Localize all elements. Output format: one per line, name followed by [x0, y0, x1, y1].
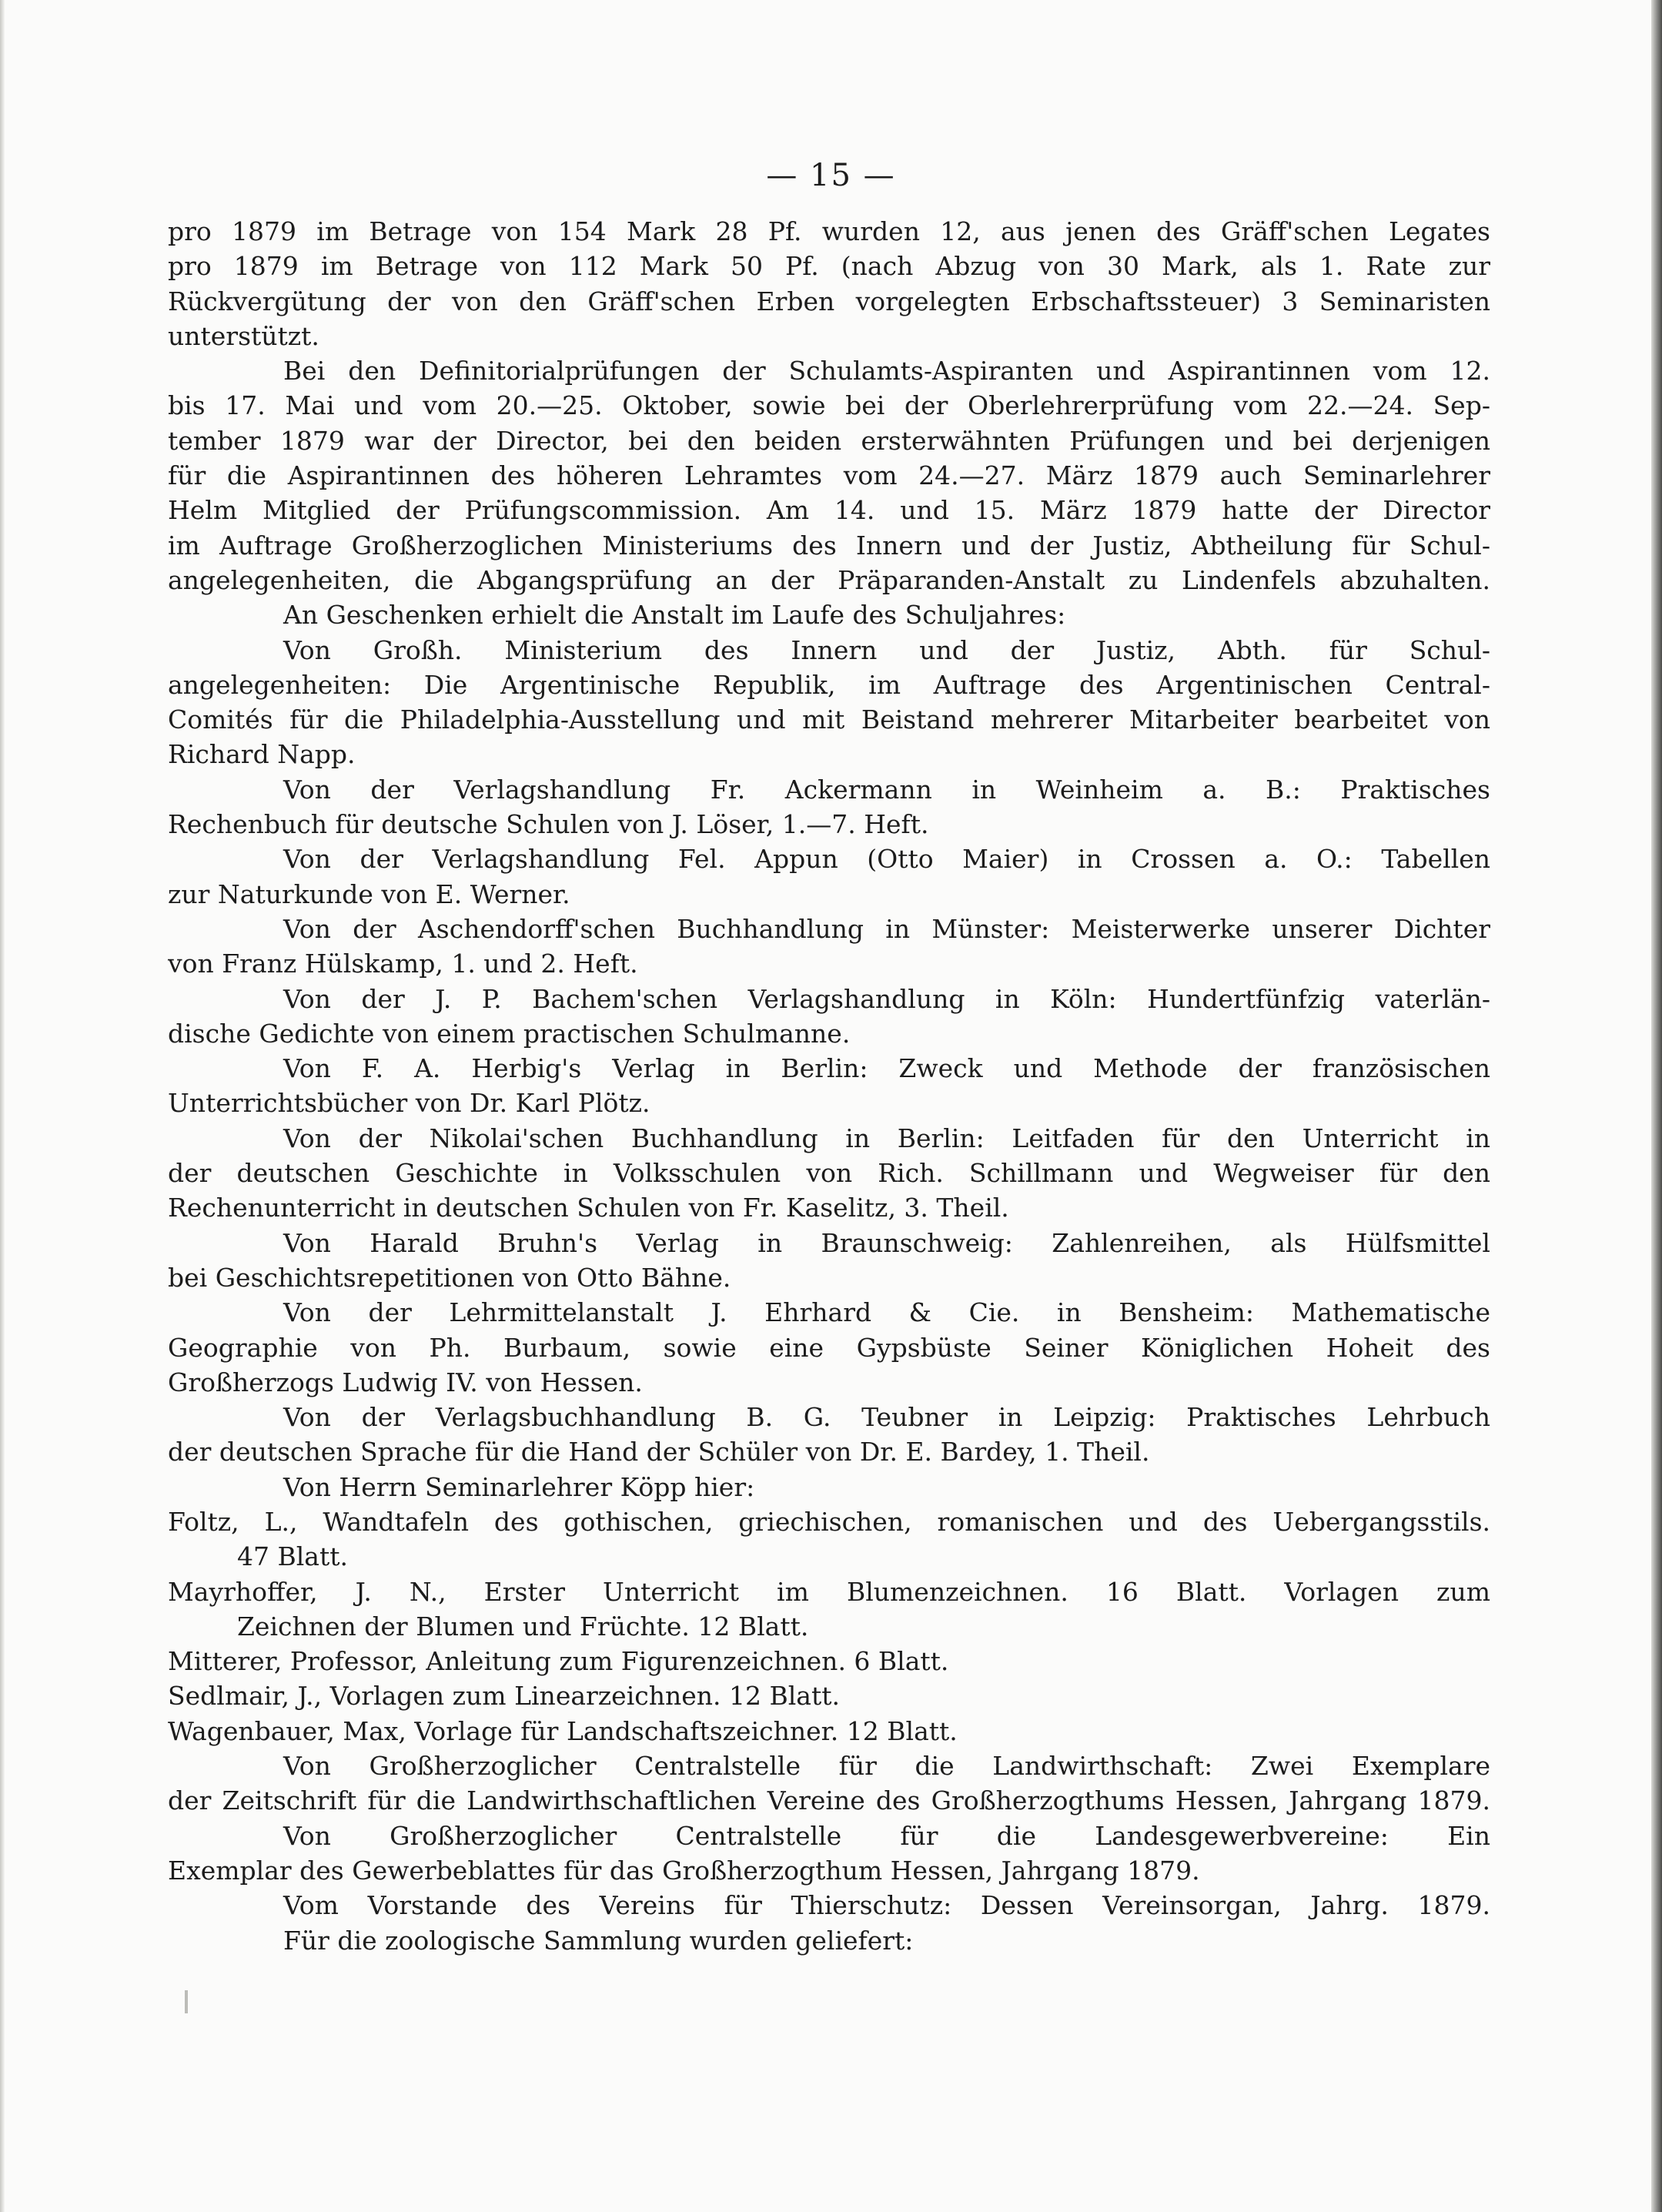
text-line: Von F. A. Herbig's Verlag in Berlin: Zweck und Methode der französischen	[283, 1053, 1490, 1084]
text-line: Von Großherzoglicher Centralstelle für die Landesgewerbvereine: Ein	[283, 1820, 1490, 1851]
text-line: Von der Nikolai'schen Buchhandlung in Berlin: Leitfaden für den Unterricht in	[283, 1123, 1490, 1153]
text-line: An Geschenken erhielt die Anstalt im Laufe des Schuljahres:	[283, 600, 1066, 631]
text-line: Helm Mitglied der Prüfungscommission. Am 14. und 15. März 1879 hatte der Director	[168, 495, 1490, 526]
text-line: Von Harald Bruhn's Verlag in Braunschweig: Zahlenreihen, als Hülfsmittel	[283, 1227, 1490, 1258]
text-line: 47 Blatt.	[237, 1541, 348, 1572]
text-line: Mayrhoffer, J. N., Erster Unterricht im Blumenzeichnen. 16 Blatt. Vorlagen zum	[168, 1576, 1490, 1607]
text-line: pro 1879 im Betrage von 154 Mark 28 Pf. wurden 12, aus jenen des Gräff'schen Legates	[168, 216, 1490, 246]
text-line: Unterrichtsbücher von Dr. Karl Plötz.	[168, 1088, 650, 1119]
text-line: Foltz, L., Wandtafeln des gothischen, griechischen, romanischen und des Uebergangsstils.	[168, 1506, 1490, 1537]
text-line: Von der J. P. Bachem'schen Verlagshandlung in Köln: Hundertfünfzig vaterlän-	[283, 983, 1490, 1014]
text-line: Exemplar des Gewerbeblattes für das Großherzogthum Hessen, Jahrgang 1879.	[168, 1855, 1200, 1886]
text-line: Von der Verlagshandlung Fel. Appun (Otto Maier) in Crossen a. O.: Tabellen	[283, 844, 1490, 875]
page-edge-left	[0, 0, 5, 2212]
text-line: Bei den Definitorialprüfungen der Schulamts-Aspiranten und Aspirantinnen vom 12.	[283, 356, 1490, 387]
text-line: Von Großh. Ministerium des Innern und der Justiz, Abth. für Schul-	[283, 634, 1490, 665]
text-line: der deutschen Sprache für die Hand der Schüler von Dr. E. Bardey, 1. Theil.	[168, 1437, 1150, 1467]
text-line: bei Geschichtsrepetitionen von Otto Bähne.	[168, 1262, 731, 1293]
text-line: bis 17. Mai und vom 20.—25. Oktober, sowie bei der Oberlehrerprüfung vom 22.—24. Sep-	[168, 390, 1490, 421]
text-line: angelegenheiten: Die Argentinische Republik, im Auftrage des Argentinischen Central-	[168, 669, 1490, 700]
page-edge-right-shadow	[1651, 0, 1662, 2212]
text-line: Von der Verlagsbuchhandlung B. G. Teubner in Leipzig: Praktisches Lehrbuch	[283, 1402, 1490, 1433]
text-line: Mitterer, Professor, Anleitung zum Figurenzeichnen. 6 Blatt.	[168, 1646, 949, 1677]
text-line: Von der Aschendorff'schen Buchhandlung in Münster: Meisterwerke unserer Dichter	[283, 913, 1490, 944]
scan-mark	[185, 1990, 188, 2013]
text-line: Vom Vorstande des Vereins für Thierschutz: Dessen Vereinsorgan, Jahrg. 1879.	[283, 1890, 1490, 1921]
text-line: Von Großherzoglicher Centralstelle für die Landwirthschaft: Zwei Exemplare	[283, 1751, 1490, 1782]
text-line: Sedlmair, J., Vorlagen zum Linearzeichnen. 12 Blatt.	[168, 1681, 840, 1712]
text-line: pro 1879 im Betrage von 112 Mark 50 Pf. (nach Abzug von 30 Mark, als 1. Rate zur	[168, 251, 1490, 282]
text-line: dische Gedichte von einem practischen Schulmanne.	[168, 1018, 851, 1049]
text-line: im Auftrage Großherzoglichen Ministeriums des Innern und der Justiz, Abtheilung für Schul-	[168, 530, 1490, 561]
text-line: Von der Lehrmittelanstalt J. Ehrhard & Cie. in Bensheim: Mathematische	[283, 1297, 1490, 1328]
text-line: der deutschen Geschichte in Volksschulen von Rich. Schillmann und Wegweiser für den	[168, 1158, 1490, 1189]
text-line: für die Aspirantinnen des höheren Lehramtes vom 24.—27. März 1879 auch Seminarlehrer	[168, 460, 1490, 491]
text-line: Von Herrn Seminarlehrer Köpp hier:	[283, 1471, 755, 1502]
text-line: Wagenbauer, Max, Vorlage für Landschaftszeichner. 12 Blatt.	[168, 1715, 958, 1746]
text-line: zur Naturkunde von E. Werner.	[168, 878, 570, 909]
text-line: Rechenunterricht in deutschen Schulen von Fr. Kaselitz, 3. Theil.	[168, 1193, 1009, 1223]
text-line: Zeichnen der Blumen und Früchte. 12 Blatt.	[237, 1611, 809, 1641]
text-line: Comités für die Philadelphia-Ausstellung und mit Beistand mehrerer Mitarbeiter bearbeitet von	[168, 704, 1490, 735]
text-line: von Franz Hülskamp, 1. und 2. Heft.	[168, 949, 638, 979]
body-text	[168, 214, 1490, 1958]
text-line: Für die zoologische Sammlung wurden geliefert:	[283, 1925, 914, 1956]
text-line: Rechenbuch für deutsche Schulen von J. Löser, 1.—7. Heft.	[168, 809, 929, 840]
text-line: Von der Verlagshandlung Fr. Ackermann in Weinheim a. B.: Praktisches	[283, 774, 1490, 805]
text-line: der Zeitschrift für die Landwirthschaftlichen Vereine des Großherzogthums Hessen, Jahrgang 1879.	[168, 1785, 1490, 1816]
text-line: Richard Napp.	[168, 739, 356, 770]
text-line: Rückvergütung der von den Gräff'schen Erben vorgelegten Erbschaftssteuer) 3 Seminaristen	[168, 286, 1490, 316]
text-line: Geographie von Ph. Burbaum, sowie eine Gypsbüste Seiner Königlichen Hoheit des	[168, 1332, 1490, 1363]
text-line: Großherzogs Ludwig IV. von Hessen.	[168, 1367, 643, 1397]
text-line: angelegenheiten, die Abgangsprüfung an der Präparanden-Anstalt zu Lindenfels abzuhalten.	[168, 564, 1490, 595]
page-number: — 15 —	[766, 158, 896, 193]
text-line: unterstützt.	[168, 320, 319, 351]
text-line: tember 1879 war der Director, bei den beiden ersterwähnten Prüfungen und bei derjenigen	[168, 425, 1490, 456]
